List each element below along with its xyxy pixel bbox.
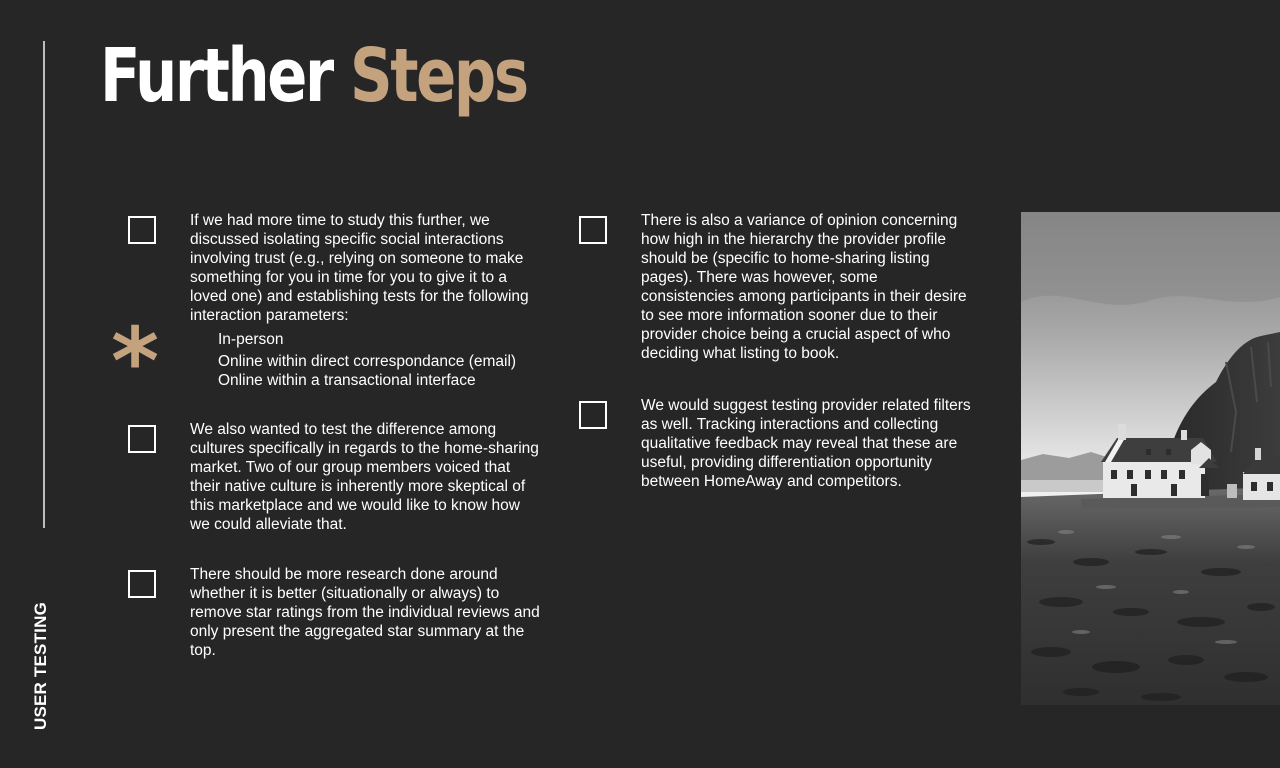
cottage-photo [1021, 212, 1280, 705]
checkbox-provider-hierarchy[interactable] [579, 216, 607, 244]
checkbox-culture-test[interactable] [128, 425, 156, 453]
step-trust-interactions: If we had more time to study this further, we discussed isolating specific social interactions involving trust (e.g., relying on someone to make something for you in time for you to give it to a loved one) and establishing tests for the following interaction parameters: [190, 212, 529, 324]
vertical-divider [43, 41, 45, 528]
checkbox-trust-interactions[interactable] [128, 216, 156, 244]
step-provider-filters: We would suggest testing provider related filters as well. Tracking interactions and collecting qualitative feedback may reveal that these are useful, providing differentiation opportunity between HomeAway and competitors. [641, 397, 971, 490]
list-item: Online within a transactional interface [218, 372, 476, 389]
step-culture-test: We also wanted to test the difference among cultures specifically in regards to the home-sharing market. Two of our group members voiced that their native culture is inherently more skeptical of this marketplace and we would like to know how we could alleviate that. [190, 421, 539, 533]
title-word-steps: Steps [350, 33, 527, 119]
section-label: USER TESTING [31, 601, 50, 731]
step-star-ratings: There should be more research done around whether it is better (situationally or always) to remove star ratings from the individual reviews and only present the aggregated star summary at the top. [190, 566, 540, 659]
list-item: In-person [218, 331, 284, 348]
checkbox-provider-filters[interactable] [579, 401, 607, 429]
title-word-further: Further [100, 33, 332, 119]
page-title [100, 26, 527, 126]
list-item: Online within direct correspondance (email) [218, 353, 517, 370]
step-provider-hierarchy: There is also a variance of opinion concerning how high in the hierarchy the provider profile should be (specific to home-sharing listing pages). There was however, some consistencies among participants in their desire to see more information sooner due to their provider choice being a crucial aspect of who deciding what listing to book. [641, 212, 967, 362]
interaction-parameters-list [218, 330, 516, 390]
asterisk-decoration: * [111, 308, 160, 415]
checkbox-star-ratings[interactable] [128, 570, 156, 598]
